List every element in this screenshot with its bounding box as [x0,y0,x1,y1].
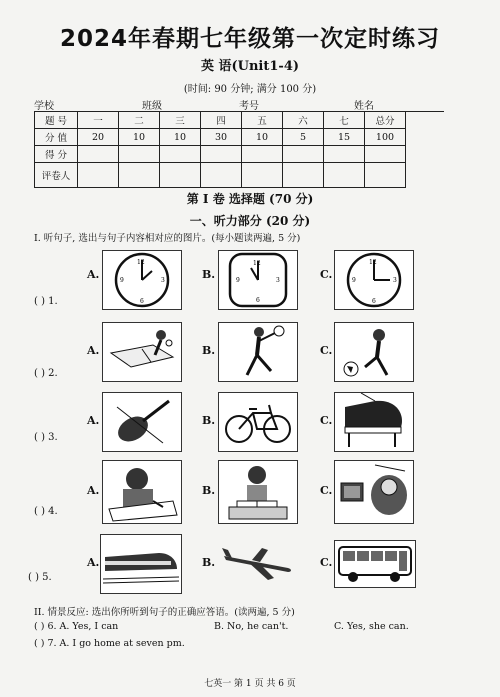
option-a-label: A. [87,414,100,427]
clock-3-icon[interactable] [334,250,414,310]
listening-instruction: I. 听句子, 选出与句子内容相对应的图片。(每小题读两遍, 5 分) [34,233,301,244]
score-table-values-row [35,129,406,146]
option-c-label: C. [320,484,333,497]
score-input-cell[interactable] [365,146,406,163]
table-cell: 20 [78,129,119,146]
option-c-label: C. [320,268,333,281]
option-a-label: A. [87,484,100,497]
exam-number-label: 考号 [239,101,259,112]
name-label: 姓名 [354,101,374,112]
svg-text:9: 9 [352,277,356,284]
question-7 [34,638,185,649]
table-cell: 三 [160,112,201,129]
table-cell: 得 分 [35,146,78,163]
score-table-grader-row [35,163,406,188]
clock-12-icon[interactable] [102,250,182,310]
class-label: 班级 [142,101,162,112]
listening-section-title: 一、听力部分 (20 分) [189,214,311,228]
score-input-cell[interactable] [119,146,160,163]
table-cell: 30 [201,129,242,146]
grader-input-cell[interactable] [324,163,365,188]
svg-text:12: 12 [369,259,377,266]
question-6-option-b[interactable]: B. No, he can't. [214,621,289,632]
table-cell: 五 [242,112,283,129]
table-cell: 题 号 [35,112,78,129]
question-3 [34,392,464,452]
option-c-label: C. [320,344,333,357]
table-cell: 15 [324,129,365,146]
reading-boy-icon[interactable] [218,460,298,524]
basketball-icon[interactable] [218,322,298,382]
writing-boy-icon[interactable] [102,460,182,524]
svg-text:12: 12 [253,260,261,267]
score-table [34,111,406,188]
score-table-header-row [35,112,406,129]
table-cell: 10 [119,129,160,146]
table-cell: 10 [160,129,201,146]
option-b-label: B. [202,268,216,281]
grader-input-cell[interactable] [365,163,406,188]
svg-text:9: 9 [120,277,124,284]
score-input-cell[interactable] [283,146,324,163]
table-cell: 二 [119,112,160,129]
svg-text:3: 3 [161,277,165,284]
bus-icon[interactable] [334,540,416,588]
score-input-cell[interactable] [242,146,283,163]
part1-title: 第 I 卷 选择题 (70 分) [186,192,314,206]
exam-number-field[interactable] [239,97,349,112]
svg-text:12: 12 [137,259,145,266]
school-field[interactable] [34,97,134,112]
score-input-cell[interactable] [78,146,119,163]
option-b-label: B. [202,484,216,497]
name-field[interactable] [354,97,444,112]
time-info: (时间: 90 分钟; 满分 100 分) [183,84,317,95]
table-cell: 100 [365,129,406,146]
table-cell: 七 [324,112,365,129]
class-field[interactable] [142,97,234,112]
table-cell: 分 值 [35,129,78,146]
svg-text:6: 6 [140,298,144,305]
score-input-cell[interactable] [160,146,201,163]
svg-text:3: 3 [276,277,280,284]
option-c-label: C. [320,414,333,427]
question-4 [34,460,464,530]
question-5 [28,534,464,596]
page-title: 2024年春期七年级第一次定时练习 [59,26,440,52]
option-c-label: C. [320,556,333,569]
train-icon[interactable] [100,534,182,594]
svg-text:6: 6 [372,298,376,305]
table-cell: 评卷人 [35,163,78,188]
question-2 [34,322,464,382]
svg-text:9: 9 [236,277,240,284]
table-cell: 5 [283,129,324,146]
response-section-instruction: II. 情景反应: 选出你所听到句子的正确应答语。(读两遍, 5 分) [34,607,295,618]
question-1 [34,248,464,318]
score-input-cell[interactable] [324,146,365,163]
question-number[interactable]: ( ) 1. [34,296,58,307]
ping-pong-icon[interactable] [102,322,182,382]
table-cell: 总分 [365,112,406,129]
option-a-label: A. [87,268,100,281]
option-b-label: B. [202,556,216,569]
question-6 [34,621,474,632]
airplane-icon[interactable] [218,534,296,592]
question-number[interactable]: ( ) 4. [34,506,58,517]
bicycle-icon[interactable] [218,392,298,452]
svg-text:6: 6 [256,297,260,304]
score-input-cell[interactable] [201,146,242,163]
grader-input-cell[interactable] [119,163,160,188]
subject-subtitle: 英 语(Unit1-4) [200,59,300,74]
page-footer: 七英一 第 1 页 共 6 页 [204,679,296,689]
table-cell: 一 [78,112,119,129]
clock-11-icon[interactable] [218,250,298,310]
option-a-label: A. [87,556,100,569]
question-number[interactable]: ( ) 3. [34,432,58,443]
grader-input-cell[interactable] [242,163,283,188]
table-cell: 六 [283,112,324,129]
question-number[interactable]: ( ) 2. [34,368,58,379]
option-a-label: A. [87,344,100,357]
option-b-label: B. [202,414,216,427]
school-label: 学校 [34,101,54,112]
soccer-icon[interactable] [334,322,414,382]
violin-icon[interactable] [102,392,182,452]
question-6-option-c[interactable]: C. Yes, she can. [334,621,409,632]
piano-icon[interactable] [334,392,414,452]
question-6-option-a[interactable]: ( ) 6. A. Yes, I can [34,621,119,632]
grader-input-cell[interactable] [78,163,119,188]
option-b-label: B. [202,344,216,357]
score-table-score-row [35,146,406,163]
question-number[interactable]: ( ) 5. [28,572,52,583]
baby-tv-icon[interactable] [334,460,414,524]
grader-input-cell[interactable] [283,163,324,188]
question-7-option-a[interactable]: ( ) 7. A. I go home at seven pm. [34,638,185,649]
grader-input-cell[interactable] [201,163,242,188]
grader-input-cell[interactable] [160,163,201,188]
svg-text:3: 3 [393,277,397,284]
table-cell: 10 [242,129,283,146]
table-cell: 四 [201,112,242,129]
